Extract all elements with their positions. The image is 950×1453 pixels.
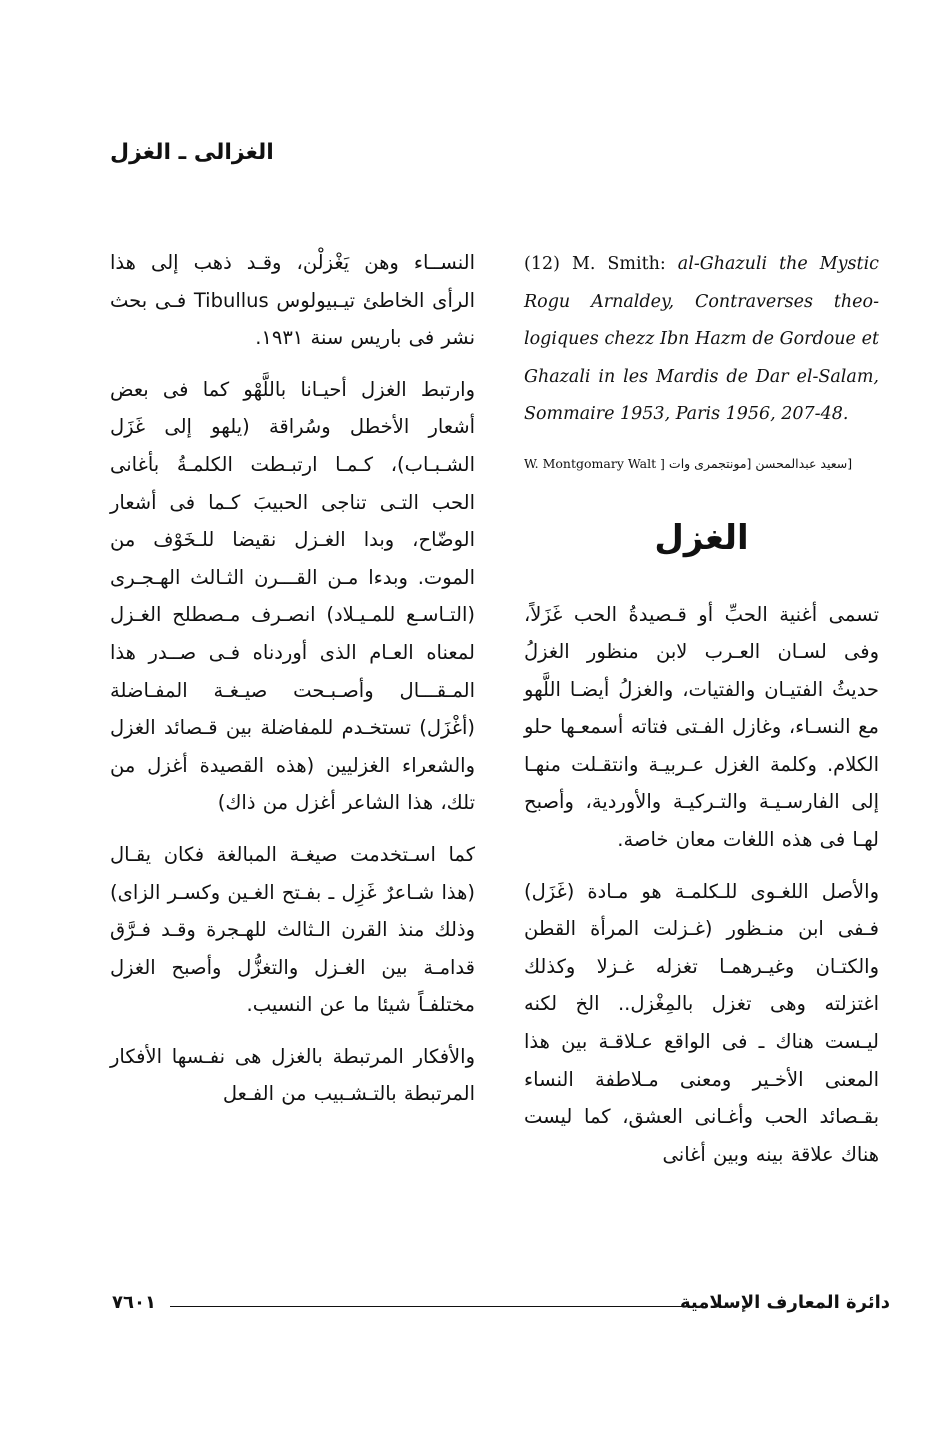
signature-open-bracket: [: [847, 455, 853, 471]
reference-title: al-Ghazuli the Mystic Rogu Arnaldey, Contraverses theo-logiques chezz Ibn Hazm de Gordoue et Ghazali in les Mardis de Dar el-Salam, Sommaire 1953, Paris 1956, 207-48.: [524, 254, 879, 424]
right-column: [110, 244, 475, 1127]
paragraph-right-3: كما اسـتخدمت صيغـة المبالغة فكان يقـال (هذا شـاعرٌ غَزِل ـ بفـتح الغـين وكسـر الزاى) وذلك منذ القرن الـثالث للهـجرة وقـد فـرَّق قدامـة بين الغـزل والتغزُّل وأصبح الغزل مختلفـاً شيئا ما عن النسيب.: [110, 842, 475, 1017]
footer-rule: [170, 1306, 690, 1307]
paragraph-right-2: وارتبط الغزل أحيـانا باللَّهْو كما فى بعض أشعار الأخطل وسُراقة (يلهو إلى غَزَل الشـبـاب)، كـمـا ارتبـطت الكلمـةُ بأغانى الحب التـى تناجى الحبيبَ كـما فى أشعار الوضّاح، وبدا الغـزل نقيضا للـخَوْف من الموت. وبدءا مـن القـــرن الثـالث الهـجـرى (التـاسـع للمـيـلاد) انصـرف مـصطلح الغـزل لمعناه العـام الذى أوردناه فـى صــدر هذا المـقـــال وأصـبـحت صيـغـة المفـاضلة (أغْزَل) تستخـدم للمفاضلة بين قـصائد الغزل والشعراء الغزليين (هذه القصيدة أغزل من تلك، هذا الشاعر أغزل من ذاك): [110, 377, 475, 815]
signature-latin: W. Montgomary Walt ]: [524, 455, 665, 471]
left-column: [524, 246, 879, 1187]
footer-publication-title: دائرة المعارف الإسلامية: [679, 1292, 890, 1313]
reference-author: M. Smith:: [571, 254, 666, 274]
reference-12: [524, 246, 879, 434]
article-title: الغزل: [654, 517, 749, 558]
signature-arabic: سعيد عبدالمحسن [مونتجمرى وات: [668, 455, 848, 471]
paragraph-left-1: تسمى أغنية الحبِّ أو قـصيدةُ الحب غَزَلاً، وفى لسـان العـرب لابن منظور الغزلُ حديثُ الفتيـان والفتيات، والغزلُ أيضـا اللَّهو مع النسـاء، وغازل الفـتى فتاته أسمعـها حلو الكلام. وكلمة الغزل عـربيـة وانتقـلت منهـا إلى الفارسـيـة والتـركيـة والأوردية، وأصبح لهـا فى هذه اللغات معان خاصة.: [524, 602, 879, 852]
paragraph-right-1: النســاء وهن يَغْزلْن، وقـد ذهب إلى هذا الرأى الخاطئ تيـبيولوس Tibullus فـى بحث نشر فى باريس سنة ١٩٣١.: [110, 251, 475, 350]
running-header: الغزالى ـ الغزل: [110, 140, 274, 165]
author-signature: [524, 454, 879, 474]
page-number: ٧٦٠١: [112, 1292, 156, 1313]
paragraph-left-2: والأصل اللغـوى للـكلمـة هو مـادة (غَزَل) فـفى ابن منـظور (غـزلت المرأة القطن والكتـان وغيـرهمـا تغزله غـزلا وكذلك اغتزلته وهى تغزل بالمِغْزل.. الخ لكنه ليـست هناك ـ فى الواقع عـلاقـة بين هذا المعنى الأخـير ومعنى مـلاطفة النساء بقـصائد الحب وأغـانى العشق، كما ليست هناك علاقة بينه وبين أغانى: [524, 879, 879, 1166]
paragraph-right-4: والأفكار المرتبطة بالغزل هى نفـسها الأفكار المرتبطة بالتـشـبيب من الفـعل: [110, 1044, 475, 1106]
reference-number: (12): [524, 254, 560, 274]
